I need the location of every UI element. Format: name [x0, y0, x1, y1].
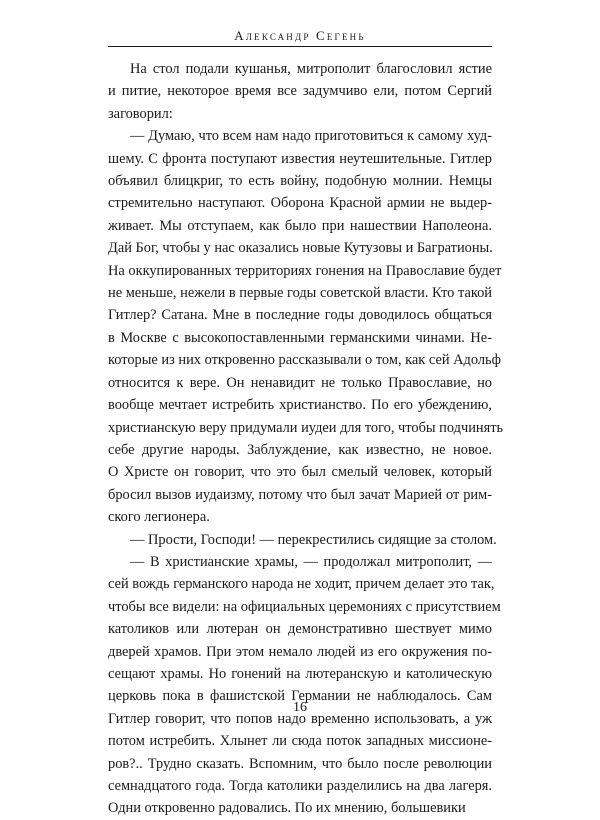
text-line: Гитлер? Сатана. Мне в последние годы доводилось общаться [108, 307, 492, 324]
text-line: сещают храмы. Но гонений на лютеранскую и католическую [108, 665, 492, 682]
text-line: Дай Бог, чтобы у нас оказались новые Кутузовы и Багратионы. [108, 240, 493, 257]
paragraph [108, 125, 504, 528]
text-line: заговорил: [108, 105, 173, 122]
text-line: На оккупированных территориях гонения на Православие будет [108, 262, 502, 279]
text-line: стремительно наступают. Оборона Красной армии не выдер- [108, 195, 492, 212]
text-line: чтобы все видели: на официальных церемониях с присутствием [108, 598, 501, 615]
text-line: На стол подали кушанья, митрополит благословил ястие [130, 61, 492, 77]
header-rule [108, 46, 492, 47]
text-line: — Думаю, что всем нам надо приготовиться к самому худ- [130, 128, 492, 145]
text-line: семнадцатого года. Тогда католики разделились на два лагеря. [108, 778, 492, 794]
page-number: 16 [293, 700, 307, 715]
paragraph [108, 551, 501, 820]
text-line: — В христианские храмы, — продолжал митрополит, — [130, 553, 492, 570]
text-line: в Москве с высокопоставленными германскими чинами. Не- [108, 329, 492, 346]
text-line: живает. Мы отступаем, как было при нашествии Наполеона. [108, 217, 492, 234]
text-line: не меньше, нежели в первые годы советской власти. Кто такой [108, 285, 492, 302]
running-head: Александр Сегень [234, 28, 366, 43]
text-line: объявил блицкриг, то есть войну, подобную молнии. Немцы [108, 173, 492, 190]
text-line: — Прости, Господи! — перекрестились сидящие за столом. [130, 531, 497, 548]
text-line: вообще мечтает истребить христианство. По его убеждению, [108, 397, 492, 414]
text-line: которые из них откровенно рассказывали о том, как сей Адольф [108, 352, 501, 369]
text-line: относится к вере. Он ненавидит не только Православие, но [108, 374, 492, 391]
text-line: ров?.. Трудно сказать. Вспомним, что было после революции [108, 755, 492, 772]
paragraph [108, 58, 492, 125]
text-line: Одни откровенно радовались. По их мнению, большевики [108, 800, 466, 817]
text-line: сей вождь германского народа не ходит, причем делает это так, [108, 576, 495, 593]
text-line: церковь пока в фашистской Германии не наблюдалось. Сам [108, 688, 492, 705]
text-line: католиков или лютеран он демонстративно шествует мимо [108, 621, 492, 638]
text-line: шему. С фронта поступают известия неутешительные. Гитлер [108, 150, 492, 167]
text-line: христианскую веру придумали иудеи для того, чтобы подчинять [108, 419, 504, 436]
text-line: бросил вызов иудаизму, потому что был зачат Марией от рим- [108, 486, 492, 503]
text-line: себе другие народы. Заблуждение, как известно, не новое. [108, 441, 492, 458]
text-line: О Христе он говорит, что это был смелый человек, который [108, 464, 492, 481]
text-line: потом истребить. Хлынет ли сюда поток западных миссионе- [108, 733, 492, 750]
text-line: и питие, некоторое время все задумчиво ели, потом Сергий [108, 83, 492, 100]
text-line: Гитлер говорит, что попов надо временно использовать, а уж [108, 710, 492, 727]
paragraph [108, 529, 497, 551]
text-line: дверей храмов. При этом немало людей из его окружения по- [108, 643, 492, 660]
text-line: ского легионера. [108, 509, 210, 526]
